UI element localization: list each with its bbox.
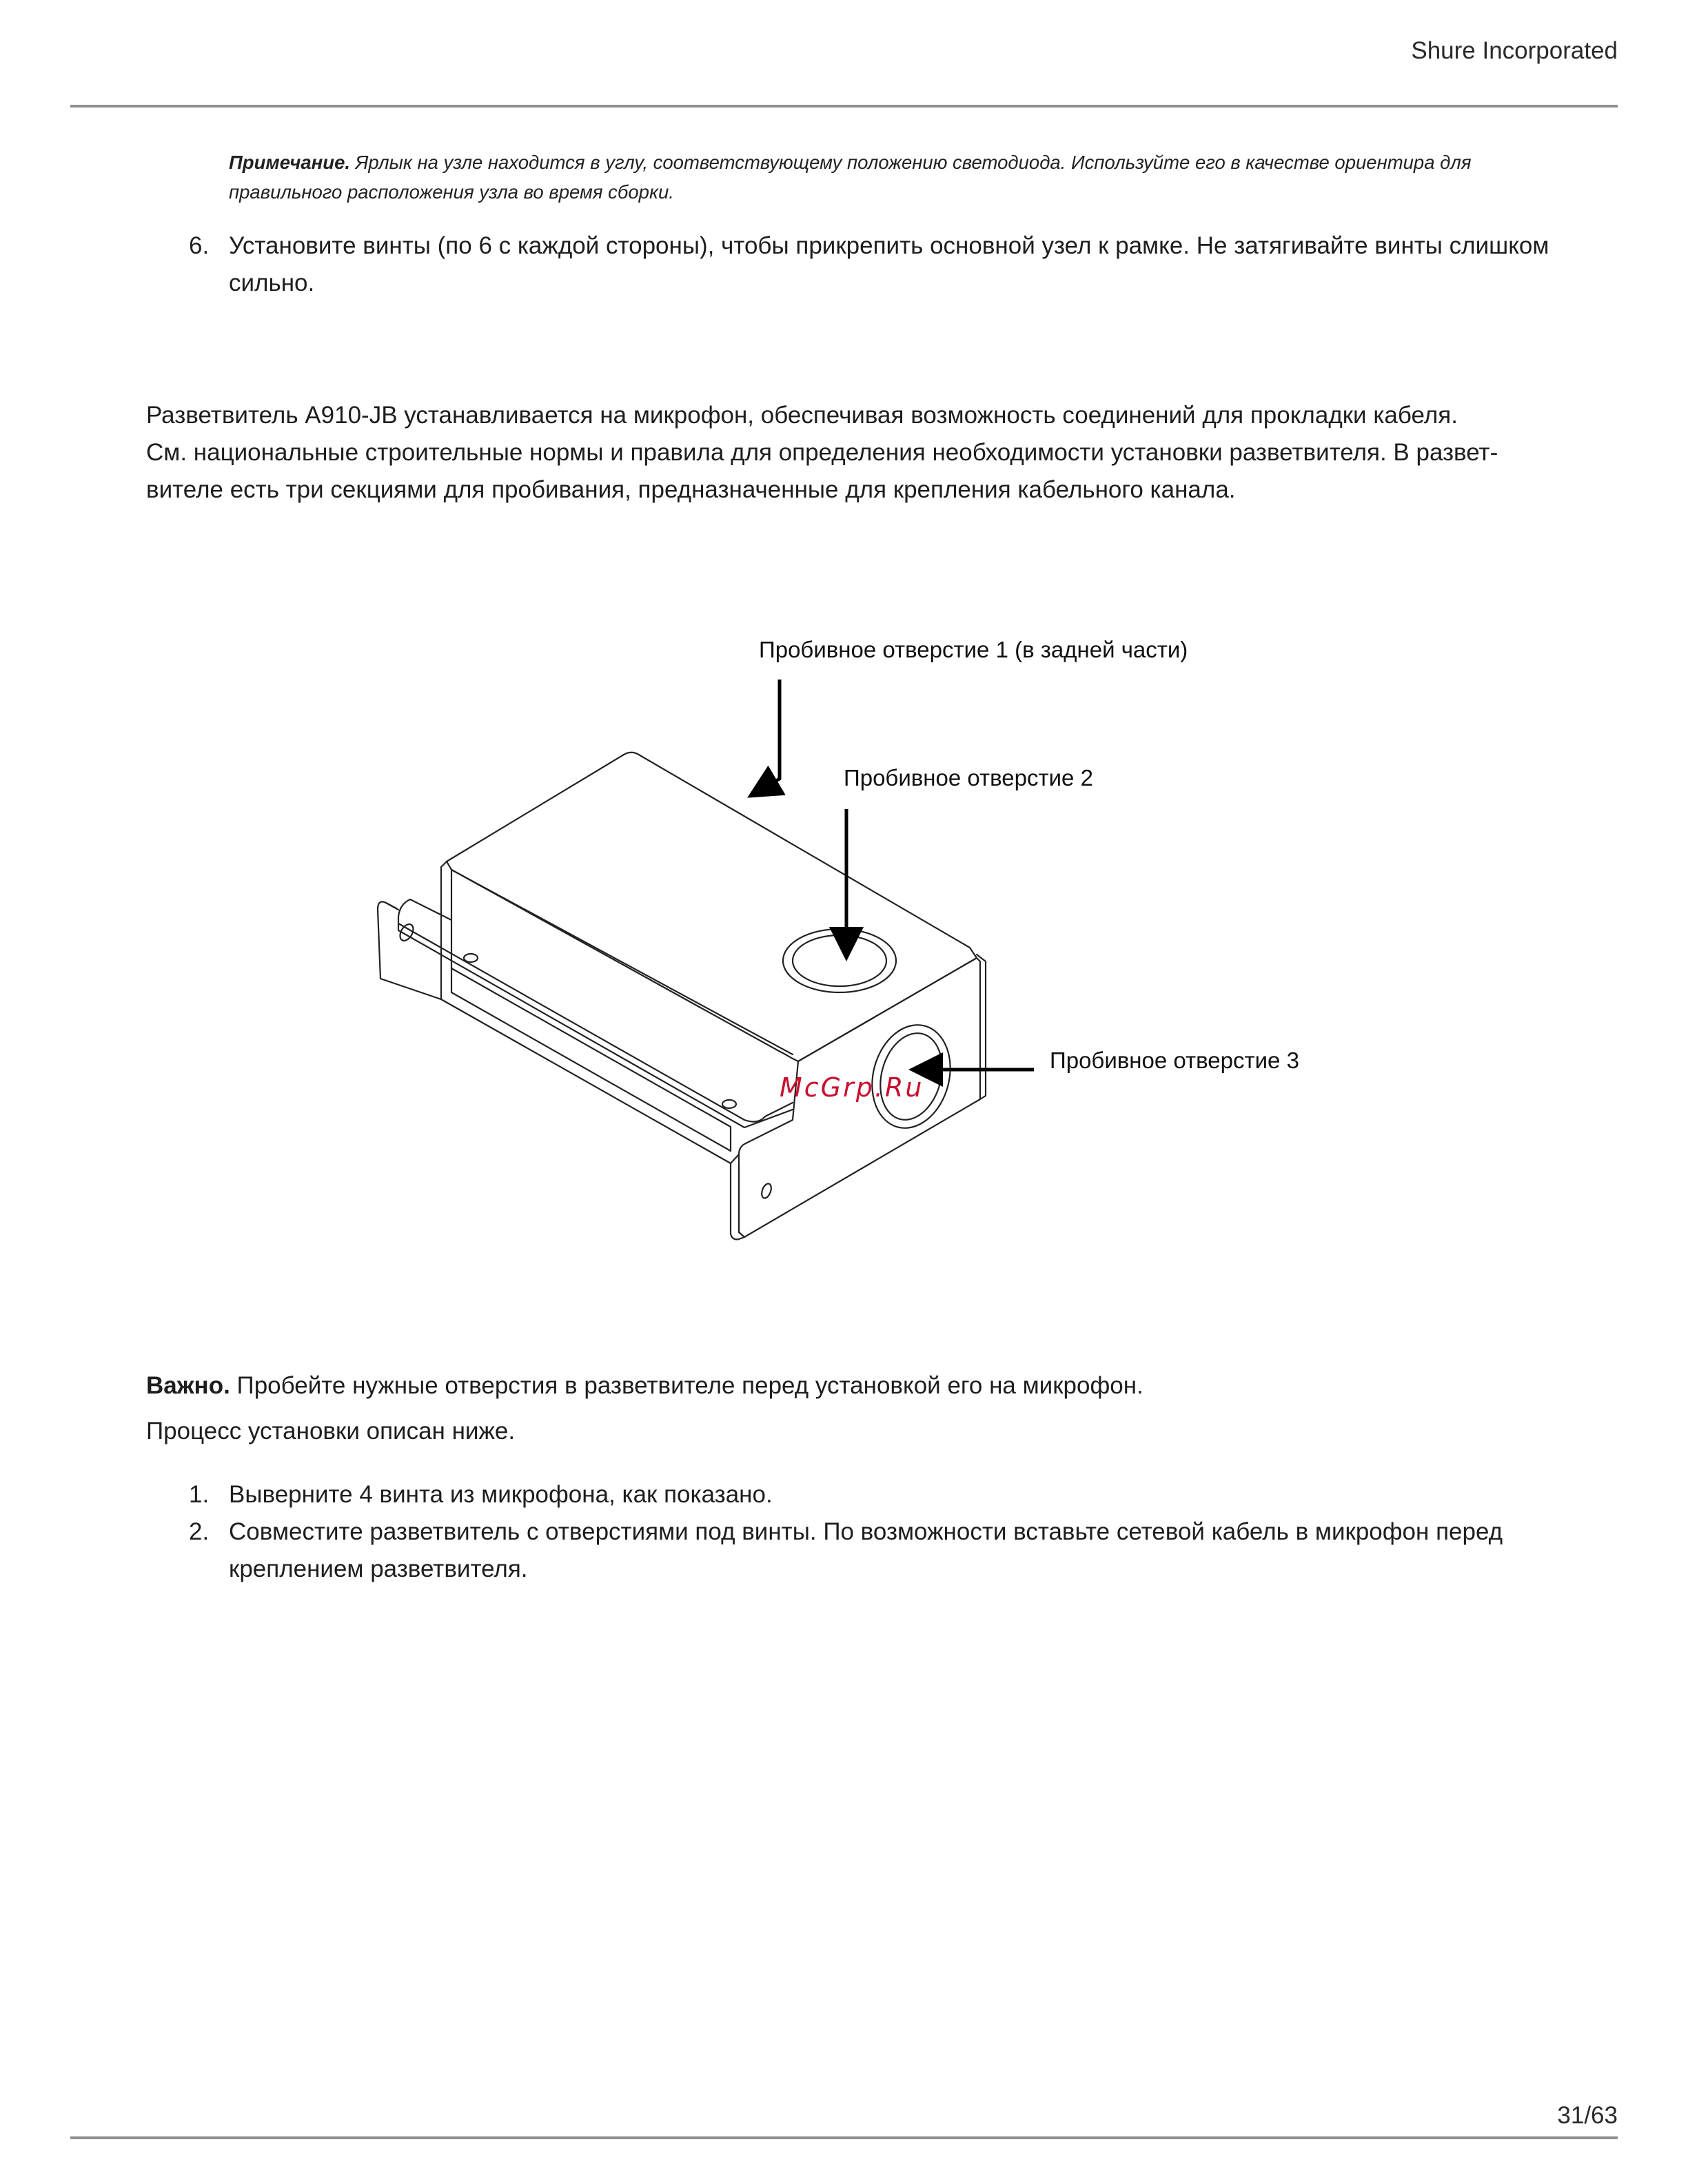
note-text: Ярлык на узле находится в углу, соответствующему положению светодиода. Используйте его в качестве ориентира для правильного расположения узла во время сборки. xyxy=(229,152,1472,203)
page-number: 31/63 xyxy=(1557,2102,1618,2129)
list-item-step-6 xyxy=(189,227,1552,302)
intro-line: Разветвитель A910-JB устанавливается на микрофон, обеспечивая возможность соединений для прокладки кабеля. xyxy=(146,402,1458,429)
screw-hole xyxy=(760,1183,773,1200)
footer-divider xyxy=(70,2136,1618,2139)
process-intro: Процесс установки описан ниже. xyxy=(146,1418,516,1445)
list-item-step-2 xyxy=(189,1513,1552,1588)
watermark: McGrp.Ru xyxy=(780,1072,924,1103)
arrow-knockout-1 xyxy=(756,680,780,793)
callout-knockout-1: Пробивное отверстие 1 (в задней части) xyxy=(759,637,1188,662)
note-label: Примечание. xyxy=(229,152,350,173)
step-text: Выверните 4 винта из микрофона, как показано. xyxy=(229,1481,773,1508)
step-number: 6. xyxy=(189,232,210,259)
list-item-step-1 xyxy=(189,1476,1552,1513)
step-number: 2. xyxy=(189,1518,210,1545)
intro-line: вителе есть три секциями для пробивания, предназначенные для крепления кабельного канала. xyxy=(146,476,1236,503)
callout-knockout-3: Пробивное отверстие 3 xyxy=(1050,1048,1299,1073)
important-label: Важно. xyxy=(146,1372,230,1399)
important-note xyxy=(146,1367,1143,1405)
junction-box-figure xyxy=(0,606,1688,1268)
callout-knockout-2: Пробивное отверстие 2 xyxy=(844,765,1093,790)
step-number: 1. xyxy=(189,1481,210,1508)
knockout-2-outer xyxy=(783,929,896,992)
knockout-2-inner xyxy=(793,935,886,986)
intro-paragraph xyxy=(146,397,1552,509)
important-text: Пробейте нужные отверстия в разветвителе перед установкой его на микрофон. xyxy=(230,1372,1143,1399)
screw-hole xyxy=(464,954,478,962)
screw-hole xyxy=(722,1100,736,1108)
step-text: Установите винты (по 6 с каждой стороны), чтобы прикрепить основной узел к рамке. Не затягивайте винты слишком сильно. xyxy=(229,232,1549,296)
note-block xyxy=(229,147,1552,207)
header-divider xyxy=(70,105,1618,108)
intro-line: См. национальные строительные нормы и правила для определения необходимости установки разветвителя. В развет- xyxy=(146,439,1498,466)
box-mounting-flange xyxy=(398,899,793,1122)
junction-box-drawing xyxy=(0,606,1688,1268)
step-text: Совместите разветвитель с отверстиями под винты. По возможности вставьте сетевой кабель в микрофон перед креплением разветвителя. xyxy=(229,1518,1503,1582)
header-company-name: Shure Incorporated xyxy=(1411,37,1618,64)
box-top-face xyxy=(447,753,977,1061)
